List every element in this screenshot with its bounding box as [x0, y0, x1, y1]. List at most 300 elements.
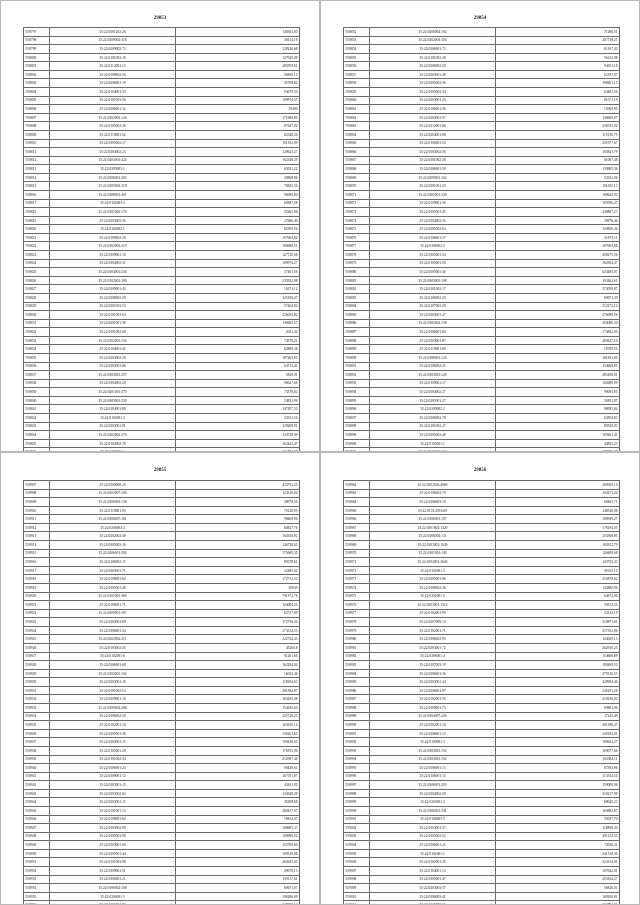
cadastral-number-cell: 35:22:0207009:14 — [370, 618, 496, 627]
value-cell: 162504,47 — [496, 259, 620, 268]
value-cell: 193462,61 — [496, 276, 620, 285]
table-row — [344, 884, 620, 893]
cadastral-number-cell: 35:22:0112002:13 — [50, 62, 176, 71]
value-cell: 216879,62 — [496, 575, 620, 584]
value-cell: 101655,13 — [496, 182, 620, 191]
table-row — [24, 28, 300, 37]
table-row — [344, 233, 620, 242]
value-cell: 246181,26 — [496, 686, 620, 695]
record-id-cell: 558856 — [344, 62, 370, 71]
cadastral-number-cell: 35:22:0203003:57 — [370, 884, 496, 893]
cadastral-number-cell: 35:22:0104001:13 — [370, 867, 496, 876]
table-row — [344, 345, 620, 354]
value-cell: 102912,79 — [496, 541, 620, 550]
table-row — [24, 867, 300, 876]
value-cell: 60671,87 — [176, 884, 300, 893]
cadastral-number-cell: 35:22:0106001:13 — [370, 772, 496, 781]
record-id-cell: 558910 — [24, 506, 50, 515]
table-row — [344, 242, 620, 251]
record-id-cell: 558934 — [24, 712, 50, 721]
cadastral-number-cell: 35:22:0305001:40 — [50, 583, 176, 592]
value-cell: 623485,07 — [496, 268, 620, 277]
cadastral-number-cell: 35:22:0305001:33 — [370, 251, 496, 260]
table-row — [24, 233, 300, 242]
table-row — [24, 575, 300, 584]
cadastral-number-cell: 35:22:0105002:36 — [50, 122, 176, 131]
value-cell: 41675,11 — [496, 233, 620, 242]
record-id-cell: 558898 — [344, 422, 370, 431]
record-id-cell: 559003 — [344, 832, 370, 841]
table-row — [24, 130, 300, 139]
value-cell: 241510,36 — [496, 849, 620, 858]
value-cell: 80520,03 — [496, 422, 620, 431]
table-row — [24, 173, 300, 182]
cadastral-number-cell: 35:22:0103002:45 — [50, 643, 176, 652]
table-row — [344, 712, 620, 721]
cadastral-number-cell: 35:22:0306001:13 — [370, 729, 496, 738]
value-cell: 101353,99 — [176, 139, 300, 148]
value-cell: 118858,30 — [496, 824, 620, 833]
cadastral-number-cell: 35:22:0305001:27 — [370, 396, 496, 405]
table-row — [24, 901, 300, 905]
value-cell: 57461,56 — [176, 268, 300, 277]
record-id-cell: 558966 — [344, 515, 370, 524]
cadastral-number-cell: 35:22:0309008:25 — [50, 481, 176, 490]
cadastral-number-cell: 35:22:0101002:1320 — [370, 523, 496, 532]
value-cell: 125196,47 — [176, 293, 300, 302]
cadastral-number-cell: 35:22:0304002:50 — [370, 789, 496, 798]
cadastral-number-cell: 35:22:0101001:140 — [370, 549, 496, 558]
record-id-cell: 558896 — [344, 405, 370, 414]
cadastral-number-cell: 35:22:0305002:34 — [370, 88, 496, 97]
table-row — [344, 302, 620, 311]
table-row — [24, 549, 300, 558]
value-cell: 43611,85 — [176, 781, 300, 790]
value-cell: 108605,37 — [176, 824, 300, 833]
cadastral-number-cell: 35:22:0106001:341 — [370, 806, 496, 815]
value-cell: 126408,68 — [496, 549, 620, 558]
value-cell: 104084,23 — [176, 601, 300, 610]
record-id-cell: 558894 — [344, 388, 370, 397]
value-cell: 167011,87 — [176, 772, 300, 781]
value-cell: 23521,56 — [176, 414, 300, 423]
table-row — [24, 523, 300, 532]
table-row — [344, 481, 620, 490]
value-cell: 18799,53 — [496, 345, 620, 354]
table-row — [344, 293, 620, 302]
record-id-cell: 558862 — [344, 113, 370, 122]
record-id-cell: 558919 — [24, 583, 50, 592]
record-id-cell: 558825 — [24, 268, 50, 277]
record-id-cell: 558950 — [24, 849, 50, 858]
table-row — [344, 558, 620, 567]
value-cell: 57464,84 — [176, 302, 300, 311]
record-id-cell: 558996 — [344, 772, 370, 781]
cadastral-number-cell: 35:22:0305002:40 — [370, 431, 496, 440]
table-row — [344, 575, 620, 584]
value-cell: 94679,33 — [176, 88, 300, 97]
table-row — [24, 849, 300, 858]
cadastral-number-cell: 35:22:0302002:126 — [50, 113, 176, 122]
value-cell: 96690,80 — [176, 190, 300, 199]
record-id-cell: 558982 — [344, 652, 370, 661]
value-cell: 218256,03 — [496, 695, 620, 704]
cadastral-number-cell: 35:22:0109001:30 — [370, 199, 496, 208]
table-row — [24, 652, 300, 661]
value-cell: 162441,47 — [176, 439, 300, 448]
table-row — [24, 884, 300, 893]
value-cell: 240184,01 — [496, 729, 620, 738]
cadastral-number-cell: 35:22:0109002:39 — [50, 233, 176, 242]
record-id-cell: 558914 — [24, 541, 50, 550]
table-row — [24, 506, 300, 515]
value-cell: 89378,61 — [176, 558, 300, 567]
value-cell: 29070,13 — [176, 867, 300, 876]
cadastral-number-cell: 35:22:0303001:15 — [50, 738, 176, 747]
value-cell: 291123,53 — [496, 832, 620, 841]
value-cell: 236535,92 — [496, 122, 620, 131]
record-id-cell: 558986 — [344, 686, 370, 695]
table-row — [24, 328, 300, 337]
cadastral-number-cell: 35:22:0306001:59 — [370, 165, 496, 174]
cadastral-number-cell: 35:22:0301003:53 — [50, 302, 176, 311]
table-row — [344, 729, 620, 738]
cadastral-number-cell: 35:22:0104001:88 — [50, 405, 176, 414]
cadastral-number-cell — [50, 901, 176, 905]
table-row — [344, 190, 620, 199]
table-row — [24, 609, 300, 618]
cadastral-number-cell: 35:22:0305002:17 — [50, 139, 176, 148]
cadastral-number-cell: 35:22:0101002:18 — [50, 53, 176, 62]
record-id-cell: 558887 — [344, 328, 370, 337]
record-id-cell: 558801 — [24, 62, 50, 71]
table-row — [24, 858, 300, 867]
value-cell: 146738,65 — [176, 541, 300, 550]
cadastral-number-cell: 35:22:0206001:304 — [50, 549, 176, 558]
value-cell: 428902,46 — [496, 678, 620, 687]
value-cell: 94011,18 — [496, 62, 620, 71]
value-cell: 423792,25 — [176, 481, 300, 490]
cadastral-number-cell: 35:22:0308003:39 — [50, 293, 176, 302]
cadastral-number-cell: 35:22:0304002:27 — [370, 388, 496, 397]
cadastral-number-cell: 35:22:0306003:10 — [370, 498, 496, 507]
value-cell: 87647,82 — [176, 122, 300, 131]
value-cell: 44855,23 — [496, 439, 620, 448]
cadastral-number-cell: 35:22:0309002:318 — [50, 36, 176, 45]
table-row — [24, 251, 300, 260]
table-row — [24, 841, 300, 850]
cadastral-number-cell: 35:22:0306001:4 — [370, 652, 496, 661]
table-row — [24, 712, 300, 721]
table-row — [344, 431, 620, 440]
value-cell: 140665,57 — [176, 319, 300, 328]
value-cell: 154630,63 — [176, 704, 300, 713]
cadastral-number-cell: 35:22:0303001:86 — [50, 362, 176, 371]
cadastral-number-cell: 35:22:0306001:72 — [370, 45, 496, 54]
value-cell — [496, 901, 620, 905]
value-cell: 134738,99 — [176, 431, 300, 440]
table-row — [344, 532, 620, 541]
cadastral-number-cell: 35:22:0102001:102 — [50, 669, 176, 678]
value-cell: 108698,51 — [176, 242, 300, 251]
table-row — [24, 268, 300, 277]
value-cell: 105821,79 — [496, 148, 620, 157]
record-id-cell: 558836 — [24, 362, 50, 371]
table-row — [344, 892, 620, 901]
cadastral-number-cell: 35:22:0303001:198 — [370, 276, 496, 285]
value-cell: 285599,61 — [176, 62, 300, 71]
data-table — [23, 27, 300, 452]
record-id-cell: 558945 — [24, 806, 50, 815]
cadastral-number-cell: 35:22:0204001:86 — [370, 130, 496, 139]
record-id-cell: 558947 — [24, 824, 50, 833]
cadastral-number-cell: 35:22:0302026:4869 — [370, 481, 496, 490]
table-row — [344, 414, 620, 423]
table-row — [24, 139, 300, 148]
record-id-cell: 558804 — [24, 88, 50, 97]
table-row — [344, 815, 620, 824]
record-id-cell: 558909 — [24, 498, 50, 507]
cadastral-number-cell: 35:22:0304002:31 — [50, 259, 176, 268]
record-id-cell: 558939 — [24, 755, 50, 764]
cadastral-number-cell: 35:22:0101001:13 — [50, 806, 176, 815]
value-cell: 143800,96 — [496, 583, 620, 592]
table-row — [24, 558, 300, 567]
value-cell: 128220,68 — [176, 45, 300, 54]
cadastral-number-cell: 35:22:0101001:1 — [370, 849, 496, 858]
table-row — [344, 789, 620, 798]
table-row — [24, 532, 300, 541]
table-row — [344, 652, 620, 661]
table-row — [24, 566, 300, 575]
document-page-3 — [0, 452, 320, 905]
record-id-cell: 558844 — [24, 431, 50, 440]
cadastral-number-cell: 35:22:0305001:239 — [50, 396, 176, 405]
value-cell: 56826,01 — [496, 884, 620, 893]
record-id-cell: 558900 — [344, 439, 370, 448]
record-id-cell: 558935 — [24, 721, 50, 730]
record-id-cell — [24, 901, 50, 905]
cadastral-number-cell: 35:22:0107003:19 — [370, 661, 496, 670]
cadastral-number-cell: 35:22:0106002:21 — [370, 362, 496, 371]
cadastral-number-cell: 35:22:0306001:68 — [50, 661, 176, 670]
value-cell: 109077,66 — [496, 746, 620, 755]
value-cell: 37243,49 — [496, 712, 620, 721]
cadastral-number-cell: 35:22:0109002:56 — [50, 70, 176, 79]
record-id-cell: 558883 — [344, 293, 370, 302]
table-row — [344, 618, 620, 627]
record-id-cell: 558913 — [24, 532, 50, 541]
value-cell: 73378,82 — [176, 388, 300, 397]
table-row — [24, 165, 300, 174]
table-row — [344, 901, 620, 905]
record-id-cell: 558857 — [344, 70, 370, 79]
record-id-cell: 558840 — [24, 396, 50, 405]
record-id-cell: 558988 — [344, 704, 370, 713]
record-id-cell: 558953 — [24, 875, 50, 884]
value-cell: 203164,27 — [496, 875, 620, 884]
cadastral-number-cell: 35:22:0306007:161 — [50, 515, 176, 524]
record-id-cell: 558858 — [344, 79, 370, 88]
table-row — [24, 781, 300, 790]
record-id-cell: 558968 — [344, 532, 370, 541]
cadastral-number-cell: 35:22:0202002:48 — [50, 532, 176, 541]
table-row — [344, 379, 620, 388]
table-row — [344, 695, 620, 704]
cadastral-number-cell: 35:22:0305001:96 — [370, 575, 496, 584]
table-row — [24, 62, 300, 71]
value-cell: 15065,95 — [496, 105, 620, 114]
record-id-cell: 558803 — [24, 79, 50, 88]
table-row — [24, 259, 300, 268]
cadastral-number-cell: 35:22:0305001:320 — [370, 190, 496, 199]
cadastral-number-cell: 35:22:0309001:73 — [370, 704, 496, 713]
value-cell: 127029,09 — [176, 53, 300, 62]
record-id-cell: 558797 — [24, 28, 50, 37]
table-row — [344, 592, 620, 601]
cadastral-number-cell: 35:22:0306002:78 — [370, 414, 496, 423]
value-cell: 124029,13 — [496, 635, 620, 644]
value-cell: 80971,39 — [496, 293, 620, 302]
value-cell: 74576,21 — [176, 336, 300, 345]
value-cell: 251077,67 — [496, 139, 620, 148]
table-row — [344, 661, 620, 670]
cadastral-number-cell: 35:22:0106001:36 — [370, 105, 496, 114]
record-id-cell: 558916 — [24, 558, 50, 567]
table-row — [24, 541, 300, 550]
cadastral-number-cell: 35:22:0101001:369 — [50, 592, 176, 601]
record-id-cell: 558951 — [24, 858, 50, 867]
value-cell: 164356,92 — [176, 532, 300, 541]
value-cell: 129623,27 — [176, 148, 300, 157]
value-cell: 140303,05 — [176, 28, 300, 37]
record-id-cell: 558907 — [24, 481, 50, 490]
record-id-cell: 558899 — [344, 431, 370, 440]
record-id-cell: 559009 — [344, 884, 370, 893]
record-id-cell: 558881 — [344, 276, 370, 285]
cadastral-number-cell: 35:22:0102001:35 — [370, 858, 496, 867]
table-row — [344, 635, 620, 644]
table-row — [344, 311, 620, 320]
record-id-cell: 558800 — [24, 53, 50, 62]
table-row — [344, 798, 620, 807]
record-id-cell: 558884 — [344, 302, 370, 311]
value-cell: 55057,70 — [496, 815, 620, 824]
record-id-cell: 559004 — [344, 841, 370, 850]
value-cell: 280417,07 — [176, 806, 300, 815]
cadastral-number-cell: 35:22:0303001:154 — [370, 746, 496, 755]
value-cell: 37666,49 — [176, 216, 300, 225]
value-cell: 39876,46 — [496, 216, 620, 225]
table-row — [24, 798, 300, 807]
table-row — [24, 182, 300, 191]
table-row — [24, 431, 300, 440]
record-id-cell: 559000 — [344, 806, 370, 815]
value-cell: 172756,04 — [176, 618, 300, 627]
table-row — [24, 892, 300, 901]
table-row — [24, 362, 300, 371]
value-cell: 159008,96 — [496, 781, 620, 790]
cadastral-number-cell: 35:22:0105001:1 — [370, 439, 496, 448]
value-cell: 134669,85 — [496, 362, 620, 371]
value-cell: 104856,46 — [496, 225, 620, 234]
table-row — [344, 515, 620, 524]
cadastral-number-cell: 35:22:0306001:13 — [370, 764, 496, 773]
record-id-cell: 558967 — [344, 523, 370, 532]
record-id-cell: 558915 — [24, 549, 50, 558]
table-row — [24, 293, 300, 302]
cadastral-number-cell: 35:22:0303002:90 — [50, 824, 176, 833]
record-id-cell: 558829 — [24, 302, 50, 311]
cadastral-number-cell: 35:22:0101002:176 — [50, 208, 176, 217]
value-cell: 62737,89 — [176, 609, 300, 618]
value-cell: 273314,53 — [176, 626, 300, 635]
table-row — [344, 422, 620, 431]
value-cell: 261594,87 — [176, 686, 300, 695]
value-cell: 45260,8 — [176, 643, 300, 652]
cadastral-number-cell: 35:22:0104002:78 — [50, 439, 176, 448]
value-cell: 159117,61 — [176, 875, 300, 884]
table-row — [344, 105, 620, 114]
record-id-cell: 558841 — [24, 405, 50, 414]
cadastral-number-cell: 35:22:0203001:72 — [370, 643, 496, 652]
value-cell: 226055,82 — [176, 311, 300, 320]
table-row — [24, 695, 300, 704]
table-row — [24, 88, 300, 97]
cadastral-number-cell: 35:22:0312001:66 — [370, 122, 496, 131]
value-cell: 24821,96 — [176, 396, 300, 405]
table-row — [24, 729, 300, 738]
record-id-cell: 558921 — [24, 601, 50, 610]
table-row — [24, 738, 300, 747]
document-page-4 — [320, 452, 640, 905]
table-row — [344, 841, 620, 850]
table-row — [344, 541, 620, 550]
cadastral-number-cell: 35:22:0305003:1 — [50, 165, 176, 174]
cadastral-number-cell: 35:22:0102002:210 — [50, 242, 176, 251]
cadastral-number-cell: 35:22:0203001:48 — [370, 70, 496, 79]
table-row — [24, 669, 300, 678]
record-id-cell: 558816 — [24, 190, 50, 199]
record-id-cell: 558833 — [24, 336, 50, 345]
table-row — [24, 345, 300, 354]
value-cell: 207062,98 — [496, 242, 620, 251]
value-cell: 16271,12 — [176, 285, 300, 294]
table-row — [344, 738, 620, 747]
record-id-cell: 558834 — [24, 345, 50, 354]
cadastral-number-cell: 35:22:0303002:82 — [50, 789, 176, 798]
cadastral-number-cell: 35:22:0104001:3 — [50, 414, 176, 423]
record-id-cell: 558926 — [24, 643, 50, 652]
value-cell: 115130,79 — [496, 130, 620, 139]
table-row — [344, 867, 620, 876]
cadastral-number-cell: 35:22:0102001:95 — [370, 609, 496, 618]
table-row — [344, 849, 620, 858]
cadastral-number-cell: 35:22:0203001:3 — [370, 798, 496, 807]
cadastral-number-cell: 35:22:0303001:60 — [50, 841, 176, 850]
cadastral-number-cell: 35:22:0206003:3 — [50, 523, 176, 532]
cadastral-number-cell: 35:22:0309002:286 — [50, 704, 176, 713]
cadastral-number-cell: 35:22:0306002:93 — [370, 635, 496, 644]
value-cell: 30039 — [176, 583, 300, 592]
record-id-cell: 558886 — [344, 319, 370, 328]
table-row — [344, 566, 620, 575]
table-row — [344, 806, 620, 815]
table-row — [24, 498, 300, 507]
table-row — [344, 643, 620, 652]
value-cell: 100998,02 — [176, 832, 300, 841]
cadastral-number-cell: 35:22:0206001:5 — [50, 892, 176, 901]
